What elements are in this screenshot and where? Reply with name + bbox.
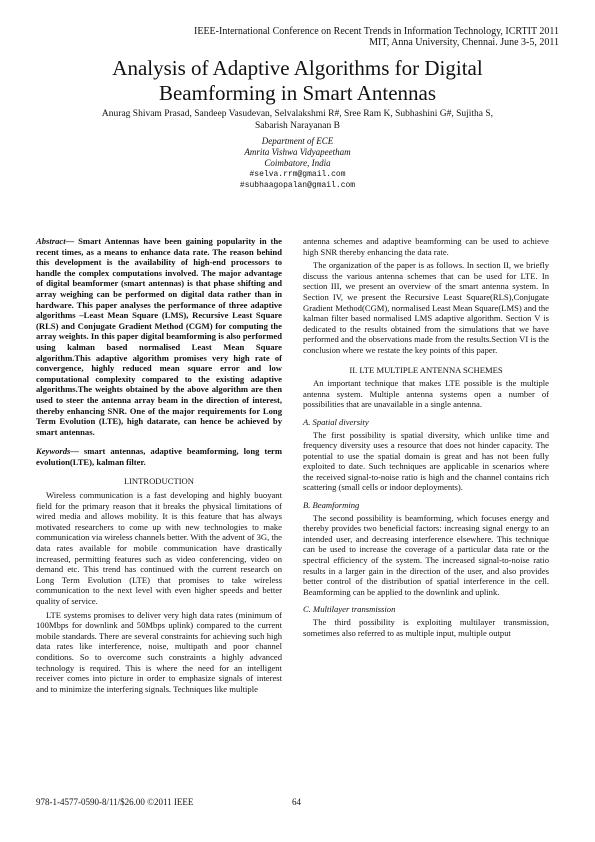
beamforming-paragraph: The second possibility is beamforming, which focuses energy and thereby provides two beneficial factors: increasing signal energy to an intended user, and decreasing interference elsewhere. This technique can be used to increase the coverage of a particular data rate or the spectral efficiency of the system. The increased signal-to-noise ratio results in a larger gain in the direction of the user, and also provides better control of the distribution of spatial interference in the cell. Beamforming can be applied to the downlink and uplink.	[303, 512, 549, 597]
subsection-multilayer: C. Multilayer transmission	[303, 604, 396, 615]
conference-line-2: MIT, Anna University, Chennai. June 3-5, 2011	[369, 37, 559, 48]
university: Amrita Vishwa Vidyapeetham	[244, 147, 351, 157]
conference-line-1: IEEE-International Conference on Recent Trends in Information Technology, ICRTIT 2011	[194, 26, 559, 37]
abstract-text: Smart Antennas have been gaining popularity in the recent times, as a means to enhance data rate. The reason behind this development is the availability of high-end processors to handle the complex computations involved. The major advantage of digital beamformer (smart antennas) is that phase shifting and array weighing can be performed on digital data rather than in hardware. This paper analyses the performance of three adaptive algorithms –Least Mean Square (LMS), Recursive Least Square (RLS) and Conjugate Gradient Method (CGM) for computing the array weights. In this paper digital beamforming is also performed using kalman based normalised Least Mean Square algorithm.This adaptive algorithm promises very high rate of convergence, highly reduced mean square error and low computational complexity compared to the existing adaptive algorithms.The weights obtained by the above algorithm are then used to steer the antenna array beam in the direction of interest, thereby enhancing SNR. One of the major requirements for Long Term Evolution (LTE), high datarate, can hence be achieved by smart antennas.	[36, 236, 282, 437]
intro-paragraph-1: Wireless communication is a fast developing and highly buoyant field for the primary reason that it breaks the physical limitations of wired media and allows mobility. It is this feature that has always motivated researchers to come up with new technologies to make communication via wireless channels better. With the advent of 3G, the data rates available for mobile communication have drastically increased, permitting features such as video conferencing, video on demand etc. This trend has continued with the current research on Long Term Evolution (LTE) that promises to take wireless communication to the next level with even higher speeds and better quality of service.	[36, 490, 282, 606]
section-heading-lte: II. LTE MULTIPLE ANTENNA SCHEMES	[349, 364, 503, 375]
authors-line-1: Anurag Shivam Prasad, Sandeep Vasudevan, Selvalakshmi R#, Sree Ram K, Subhashini G#, Sujitha S,	[101, 109, 494, 119]
spatial-diversity-paragraph: The first possibility is spatial diversity, which unlike time and frequency diversity uses a resource that does not hinder capacity. The potential to use the spatial domain is great and has not been fully exploited to date. Such techniques are applicable in scenarios where the received signal-to-noise ratio is high and the channel contains rich scattering (small cells or indoor deployments).	[303, 429, 549, 493]
page-number: 64	[292, 797, 301, 807]
paper-title	[40, 56, 555, 106]
right-column	[303, 236, 549, 641]
intro-paragraph-2: LTE systems promises to deliver very high data rates (minimum of 100Mbps for downlink and 50Mbps uplink) compared to the current mobile standards. There are several constraints for achieving such high data rates like interference, noise, multipath and poor channel conditions. So to overcome such constraints a highly advanced technology is required. This is where the need for an intelligent receiver comes into picture in order to emphasize signals of interest and to minimize the interfering signals. Techniques like multiple	[36, 609, 282, 694]
subsection-beamforming: B. Beamforming	[303, 500, 360, 511]
keywords-text: smart antennas, adaptive beamforming, long term evolution(LTE), kalman filter.	[36, 446, 282, 467]
continued-paragraph: antenna schemes and adaptive beamforming can be used to achieve high SNR thereby enhancing the data rate.	[303, 236, 549, 257]
multilayer-paragraph: The third possibility is exploiting multilayer transmission, sometimes also referred to as multiple input, multiple output	[303, 617, 549, 638]
lte-paragraph: An important technique that makes LTE possible is the multiple antenna system. Multiple antenna systems open a number of possibilities that are unavailable in a single antenna.	[303, 378, 549, 410]
isbn-footer: 978-1-4577-0590-8/11/$26.00 ©2011 IEEE	[36, 797, 194, 807]
email-1: #selva.rrm@gmail.com	[249, 170, 346, 179]
city: Coimbatore, India	[264, 158, 331, 168]
keywords-label: Keywords—	[36, 446, 79, 457]
section-heading-introduction: I.INTRODUCTION	[124, 476, 194, 487]
subsection-spatial-diversity: A. Spatial diversity	[303, 416, 369, 427]
conference-header	[79, 26, 559, 48]
keywords	[36, 446, 282, 467]
left-column	[36, 236, 282, 697]
authors-line-2: Sabarish Narayanan B	[255, 121, 340, 131]
abstract	[36, 236, 282, 437]
title-line-2: Beamforming in Smart Antennas	[158, 81, 437, 105]
author-list	[40, 108, 555, 132]
department: Department of ECE	[261, 136, 334, 146]
email-2: #subhaagopalan@gmail.com	[239, 181, 356, 190]
organization-paragraph: The organization of the paper is as follows. In section II, we briefly discuss the various antenna schemes that can be used for LTE. In section III, we present an overview of the smart antenna system. In Section IV, we present the Recursive Least Square(RLS),Conjugate Gradient Method(CGM), normalised Least Mean Square(LMS) and the kalman filter based normalised LMS adaptive algorithm. Section V is dedicated to the results obtained from the simulations that we have performed and the observations made from the results.Section VI is the conclusion where we restate the key points of this paper.	[303, 260, 549, 355]
title-line-1: Analysis of Adaptive Algorithms for Digital	[112, 56, 483, 80]
abstract-label: Abstract—	[36, 236, 75, 246]
affiliation	[40, 136, 555, 191]
